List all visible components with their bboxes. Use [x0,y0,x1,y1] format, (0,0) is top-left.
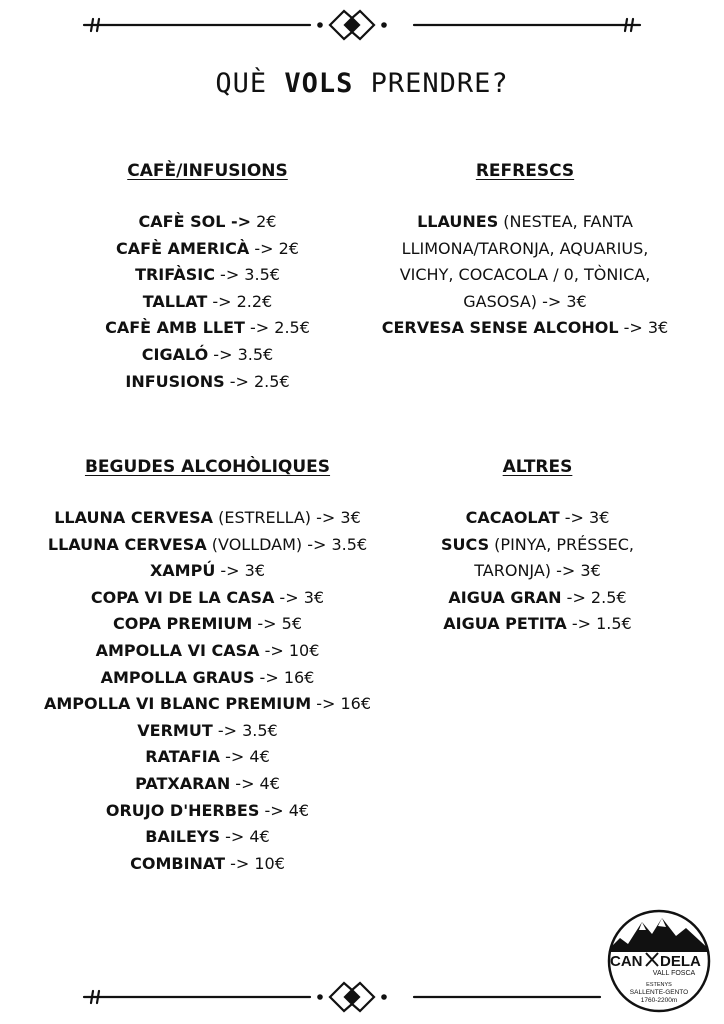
menu-item: COPA VI DE LA CASA -> 3€ [90,587,325,607]
logo-subtitle: VALL FOSCA [652,970,696,977]
menu-item: PATXARAN -> 4€ [135,773,280,793]
can-dela-logo [606,908,712,1014]
menu-item: LLAUNES (NESTEA, FANTA LLIMONA/TARONJA, AQUARIUS, VICHY, COCACOLA / 0, TÒNICA, GASOSA) -> 3€ [399,212,651,311]
menu-item: CIGALÓ -> 3.5€ [141,344,274,364]
menu-item: CAFÈ SOL -> 2€ [138,212,277,231]
menu-item: RATAFIA -> 4€ [145,747,270,767]
page-title: QUÈ VOLS PRENDRE? [215,68,509,99]
section-heading: BEGUDES ALCOHÒLIQUES [84,457,331,477]
section-heading: CAFÈ/INFUSIONS [127,161,288,181]
menu-item: TRIFÀSIC -> 3.5€ [135,265,280,285]
menu-item: VERMUT -> 3.5€ [137,720,278,740]
menu-item: INFUSIONS -> 2.5€ [125,371,290,391]
logo-name-left: CAN [610,953,643,970]
logo-line-3: 1760-2200m [640,997,678,1004]
logo-name-right: DELA [660,953,701,970]
menu-item: CAFÈ AMERICÀ -> 2€ [116,238,299,258]
menu-item: LLAUNA CERVESA (VOLLDAM) -> 3.5€ [47,534,368,554]
menu-item: XAMPÚ -> 3€ [149,561,266,581]
section-heading: ALTRES [502,457,573,477]
logo-line-2: SALLENTE-GENTO [629,989,689,996]
top-ornament-divider [0,4,724,44]
logo-line-1: ESTENYS [646,982,672,988]
menu-item: COMBINAT -> 10€ [130,853,285,873]
menu-item: BAILEYS -> 4€ [145,827,270,847]
menu-item: CACAOLAT -> 3€ [465,508,610,527]
menu-item: COPA PREMIUM -> 5€ [112,614,303,634]
menu-item: AIGUA GRAN -> 2.5€ [448,587,627,607]
menu-item: AIGUA PETITA -> 1.5€ [443,614,632,634]
menu-item: ORUJO D'HERBES -> 4€ [105,800,310,820]
section-begudes-alcoholiques [30,455,385,877]
menu-item: SUCS (PINYA, PRÉSSEC, TARONJA) -> 3€ [441,534,634,581]
menu-item: TALLAT -> 2.2€ [142,291,273,311]
menu-item: AMPOLLA GRAUS -> 16€ [100,667,315,687]
section-heading: REFRESCS [475,161,575,181]
section-cafe-infusions [60,159,355,395]
menu-item: CAFÈ AMB LLET -> 2.5€ [105,318,310,338]
menu-item: AMPOLLA VI BLANC PREMIUM -> 16€ [43,694,371,714]
menu-item: LLAUNA CERVESA (ESTRELLA) -> 3€ [54,508,361,527]
section-altres [410,455,665,638]
section-refrescs [375,159,675,342]
menu-item: AMPOLLA VI CASA -> 10€ [95,640,320,660]
menu-item: CERVESA SENSE ALCOHOL -> 3€ [381,318,669,338]
